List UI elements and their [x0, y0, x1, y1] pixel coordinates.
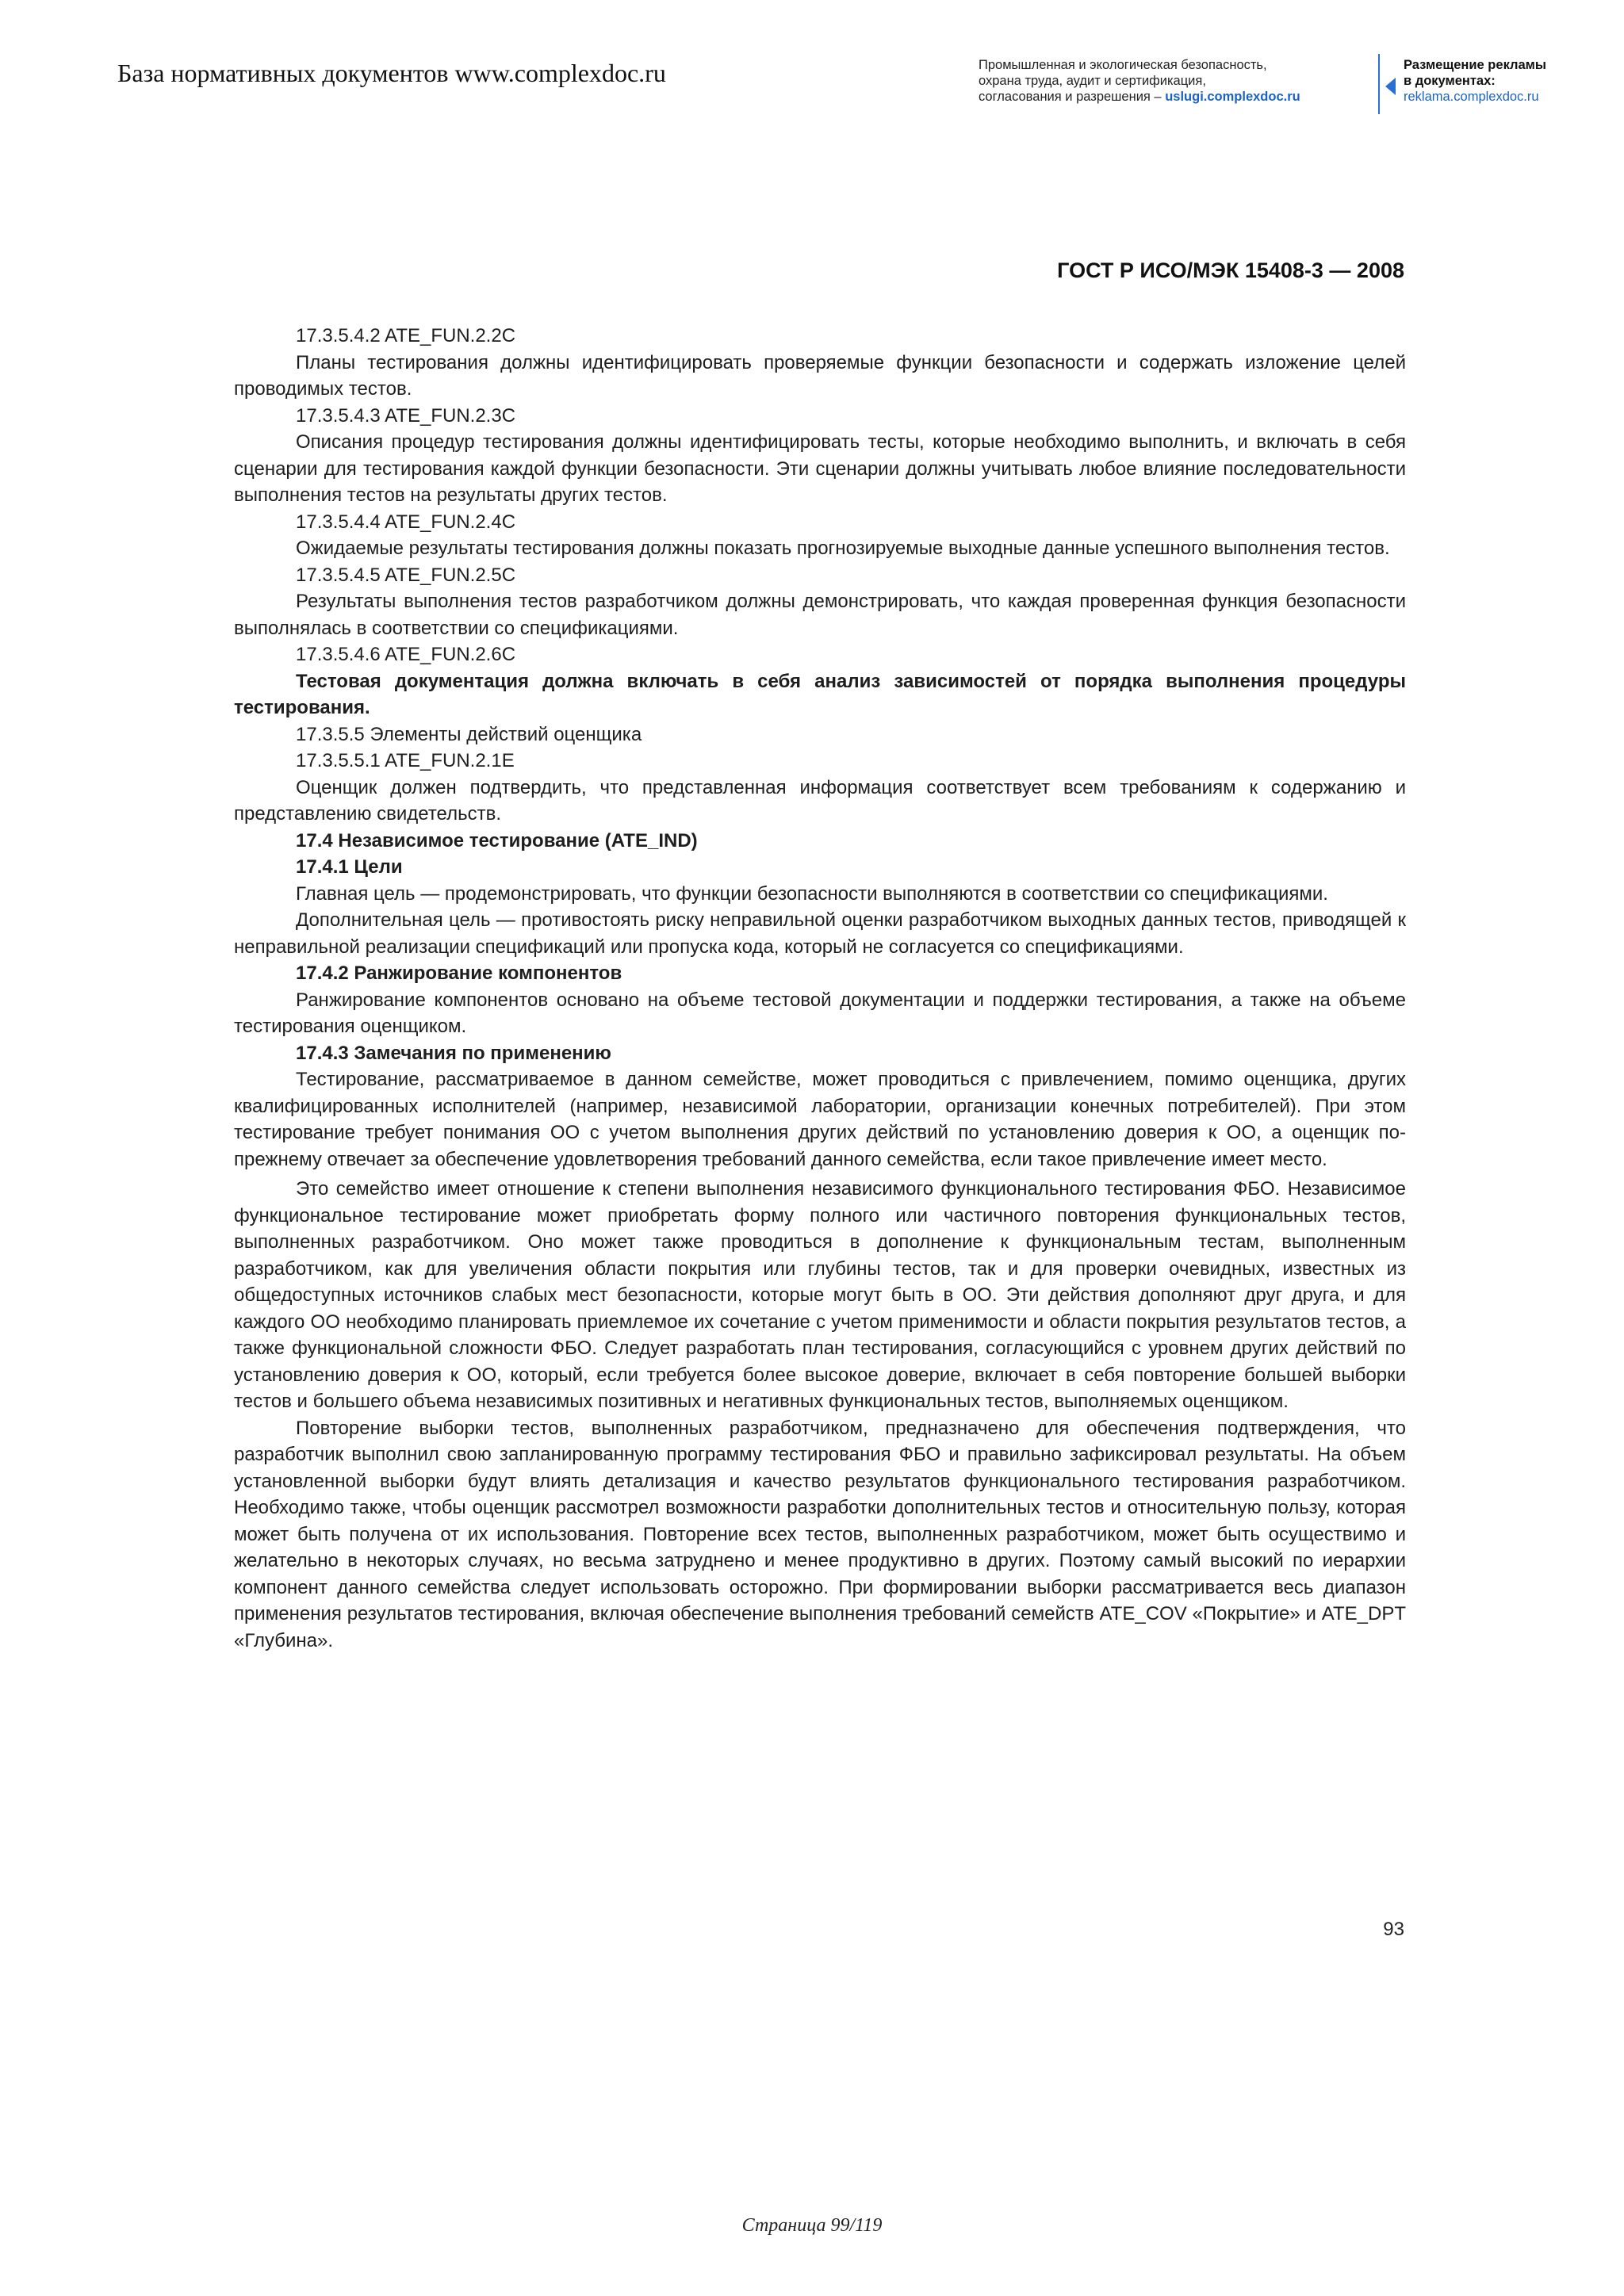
arrow-left-icon	[1385, 78, 1396, 95]
section-heading: 17.4.1 Цели	[296, 856, 403, 878]
paragraph: Результаты выполнения тестов разработчиком должны демонстрировать, что каждая проверенная функция безопасности выполнялась в соответствии со спецификациями.	[234, 591, 1406, 639]
paragraph: Тестирование, рассматриваемое в данном семействе, может проводиться с привлечением, помимо оценщика, других квалифицированных исполнителей (например, независимой лаборатории, организации конечных потребителей). При этом тестирование требует понимания ОО с учетом выполнения других действий по установлению доверия к ОО, а оценщик по-прежнему отвечает за обеспечение удовлетворения требований данного семейства, если такое привлечение имеет место.	[234, 1069, 1406, 1170]
section-heading: 17.4.3 Замечания по применению	[296, 1042, 611, 1064]
page-number: 93	[1383, 1919, 1404, 1940]
paragraph: Повторение выборки тестов, выполненных разработчиком, предназначено для обеспечения подтверждения, что разработчик выполнил свою запланированную программу тестирования ФБО и правильно зафиксировал результаты. На объем установленной выборки будут влиять детализация и качество результатов функционального тестирования разработчиком. Необходимо также, чтобы оценщик рассмотрел возможности разработки дополнительных тестов и относительную пользу, которая может быть получена от их использования. Повторение всех тестов, выполненных разработчиком, может быть осуществимо и желательно в некоторых случаях, но весьма затруднено и менее продуктивно в других. Поэтому самый высокий по иерархии компонент данного семейства следует использовать осторожно. При формировании выборки рассматривается весь диапазон применения результатов тестирования, включая обеспечение выполнения требований семейств ATE_COV «Покрытие» и ATE_DPT «Глубина».	[234, 1417, 1406, 1651]
header-divider	[1378, 54, 1380, 114]
advertising-ad	[1404, 57, 1594, 105]
bold-paragraph: Тестовая документация должна включать в себя анализ зависимостей от порядка выполнения процедуры тестирования.	[234, 670, 1406, 718]
services-ad	[979, 57, 1383, 105]
clause-number: 17.3.5.5 Элементы действий оценщика	[296, 723, 642, 745]
section-heading: 17.4 Независимое тестирование (ATE_IND)	[296, 829, 698, 851]
advertising-link[interactable]: reklama.complexdoc.ru	[1404, 90, 1539, 104]
advertising-ad-line: Размещение рекламы	[1404, 58, 1546, 72]
paragraph: Планы тестирования должны идентифицировать проверяемые функции безопасности и содержать изложение целей проводимых тестов.	[234, 351, 1406, 400]
paragraph: Оценщик должен подтвердить, что представленная информация соответствует всем требованиям к содержанию и представлению свидетельств.	[234, 776, 1406, 825]
services-ad-line: охрана труда, аудит и сертификация,	[979, 74, 1206, 88]
paragraph: Дополнительная цель — противостоять риску неправильной оценки разработчиком выходных данных тестов, приводящей к неправильной реализации спецификаций или пропуска кода, который не согласуется со спецификациями.	[234, 909, 1406, 958]
document-body	[234, 323, 1406, 1654]
clause-number: 17.3.5.4.4 ATE_FUN.2.4C	[296, 511, 516, 533]
services-ad-text: согласования и разрешения –	[979, 90, 1166, 104]
paragraph: Главная цель — продемонстрировать, что функции безопасности выполняются в соответствии со спецификациями.	[296, 882, 1328, 905]
clause-number: 17.3.5.4.6 ATE_FUN.2.6C	[296, 644, 516, 665]
clause-number: 17.3.5.4.3 ATE_FUN.2.3C	[296, 404, 516, 427]
section-heading: 17.4.2 Ранжирование компонентов	[296, 962, 622, 984]
paragraph: Ожидаемые результаты тестирования должны показать прогнозируемые выходные данные успешного выполнения тестов.	[296, 538, 1390, 559]
paragraph: Ранжирование компонентов основано на объеме тестовой документации и поддержки тестирования, а также на объеме тестирования оценщиком.	[234, 989, 1406, 1037]
document-id: ГОСТ Р ИСО/МЭК 15408-3 — 2008	[1057, 258, 1404, 282]
paragraph: Описания процедур тестирования должны идентифицировать тесты, которые необходимо выполнить, и включать в себя сценарии для тестирования каждой функции безопасности. Эти сценарии должны учитывать любое влияние последовательности выполнения тестов на результаты других тестов.	[234, 431, 1406, 506]
site-title: База нормативных документов www.complexdoc.ru	[117, 59, 666, 87]
services-ad-line	[979, 89, 1383, 105]
clause-number: 17.3.5.4.5 ATE_FUN.2.5C	[296, 564, 516, 586]
services-ad-line: Промышленная и экологическая безопасность,	[979, 58, 1267, 72]
paragraph: Это семейство имеет отношение к степени выполнения независимого функционального тестирования ФБО. Независимое функциональное тестирование может приобретать форму полного или частичного повторения функциональных тестов, выполненных разработчиком. Оно может также проводиться в дополнение к функциональным тестам, выполненным разработчиком, как для увеличения области покрытия или глубины тестов, так и для проверки очевидных, известных из общедоступных источников слабых мест безопасности, которые могут быть в ОО. Эти действия дополняют друг друга, и для каждого ОО необходимо планировать приемлемое их сочетание с учетом применимости и области покрытия результатов тестов, а также функциональной сложности ФБО. Следует разработать план тестирования, согласующийся с уровнем других действий по установлению доверия к ОО, который, если требуется более высокое доверие, включает в себя повторение большей выборки тестов и большего объема независимых позитивных и негативных функциональных тестов, выполняемых оценщиком.	[234, 1178, 1406, 1412]
footer-page-label: Страница 99/119	[741, 2215, 883, 2236]
clause-number: 17.3.5.5.1 ATE_FUN.2.1E	[296, 750, 515, 771]
services-link[interactable]: uslugi.complexdoc.ru	[1165, 90, 1300, 104]
advertising-ad-line: в документах:	[1404, 74, 1496, 88]
clause-number: 17.3.5.4.2 ATE_FUN.2.2C	[296, 325, 516, 346]
